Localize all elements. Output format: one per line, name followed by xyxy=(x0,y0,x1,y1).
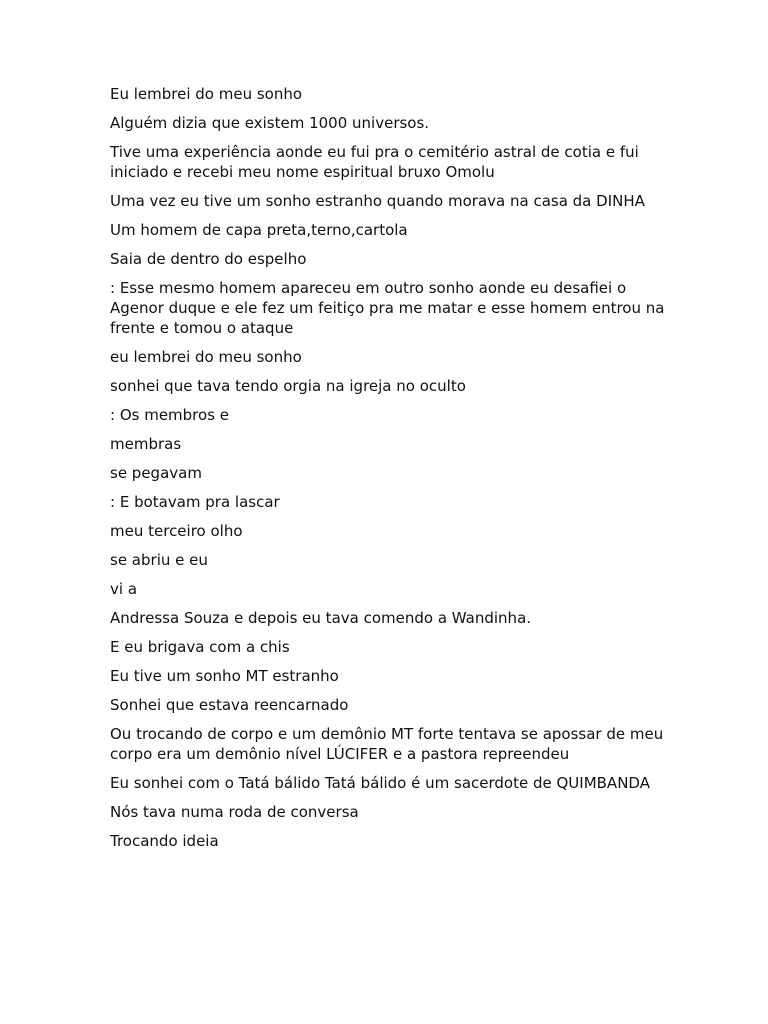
paragraph: : E botavam pra lascar xyxy=(110,493,280,511)
paragraph: E eu brigava com a chis xyxy=(110,638,290,656)
paragraph: Nós tava numa roda de conversa xyxy=(110,803,359,821)
paragraph: se abriu e eu xyxy=(110,551,208,569)
paragraph: Saia de dentro do espelho xyxy=(110,250,307,268)
paragraph: Tive uma experiência aonde eu fui pra o cemitério astral de cotia e fui iniciado e recebi meu nome espiritual bruxo Omolu xyxy=(110,143,639,181)
paragraph: : Os membros e xyxy=(110,406,230,424)
paragraph: Trocando ideia xyxy=(110,832,219,850)
paragraph: vi a xyxy=(110,580,138,598)
paragraph: Alguém dizia que existem 1000 universos. xyxy=(110,114,430,132)
paragraph: Ou trocando de corpo e um demônio MT forte tentava se apossar de meu corpo era um demônio nível LÚCIFER e a pastora repreendeu xyxy=(110,725,664,763)
paragraph: membras xyxy=(110,435,182,453)
paragraph: Uma vez eu tive um sonho estranho quando morava na casa da DINHA xyxy=(110,192,645,210)
paragraph: eu lembrei do meu sonho xyxy=(110,348,302,366)
paragraph: se pegavam xyxy=(110,464,202,482)
paragraph: Eu lembrei do meu sonho xyxy=(110,85,303,103)
paragraph: Um homem de capa preta,terno,cartola xyxy=(110,221,408,239)
paragraph: meu terceiro olho xyxy=(110,522,243,540)
paragraph: Eu sonhei com o Tatá bálido Tatá bálido é um sacerdote de QUIMBANDA xyxy=(110,774,650,792)
paragraph: Sonhei que estava reencarnado xyxy=(110,696,349,714)
paragraph: sonhei que tava tendo orgia na igreja no oculto xyxy=(110,377,466,395)
paragraph: : Esse mesmo homem apareceu em outro sonho aonde eu desafiei o Agenor duque e ele fez um feitiço pra me matar e esse homem entrou na frente e tomou o ataque xyxy=(110,279,665,337)
paragraph: Eu tive um sonho MT estranho xyxy=(110,667,339,685)
paragraph: Andressa Souza e depois eu tava comendo a Wandinha. xyxy=(110,609,532,627)
